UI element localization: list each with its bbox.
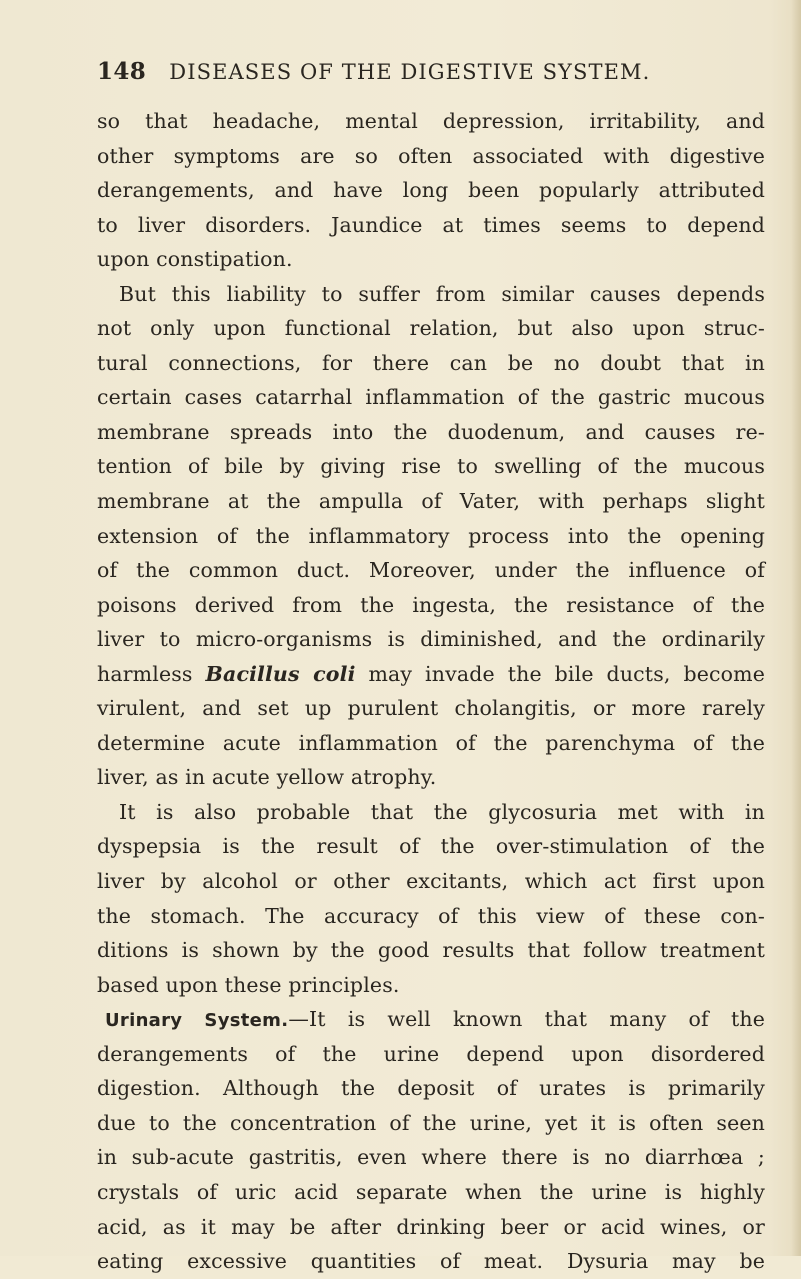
text-line: the stomach. The accuracy of this view of these con- — [97, 903, 765, 928]
text-line: tention of bile by giving rise to swelling of the mucous — [97, 454, 765, 479]
text-line: liver by alcohol or other excitants, which act first upon — [97, 869, 765, 894]
text-line: due to the concentration of the urine, yet it is often seen — [97, 1110, 765, 1135]
text-line: based upon these principles. — [97, 972, 400, 997]
text-line: digestion. Although the deposit of urates is primarily — [97, 1076, 765, 1101]
text-line: crystals of uric acid separate when the urine is highly — [97, 1179, 765, 1204]
text-line: liver to micro-organisms is diminished, and the ordinarily — [97, 627, 765, 652]
running-header — [97, 58, 757, 90]
text-line: certain cases catarrhal inflammation of the gastric mucous — [97, 385, 765, 410]
text-fragment: may invade the bile ducts, become — [355, 661, 766, 686]
text-fragment: —It is well known that many of the — [288, 1007, 765, 1032]
page-edge-shadow — [791, 0, 801, 1256]
text-line: acid, as it may be after drinking beer or acid wines, or — [97, 1214, 765, 1239]
text-line: of the common duct. Moreover, under the influence of — [97, 558, 765, 583]
text-line: membrane at the ampulla of Vater, with perhaps slight — [97, 489, 765, 514]
text-line — [97, 657, 765, 692]
text-line: other symptoms are so often associated with digestive — [97, 143, 765, 168]
section-heading: Urinary System. — [105, 1010, 289, 1032]
text-line: derangements of the urine depend upon disordered — [97, 1041, 765, 1066]
text-line: ditions is shown by the good results that follow treatment — [97, 938, 765, 963]
text-line: It is also probable that the glycosuria met with in — [119, 799, 765, 824]
italic-term: Bacillus coli — [205, 661, 356, 686]
text-line — [97, 1002, 765, 1037]
text-line: poisons derived from the ingesta, the resistance of the — [97, 592, 765, 617]
text-line: derangements, and have long been popularly attributed — [97, 178, 765, 203]
text-line: liver, as in acute yellow atrophy. — [97, 765, 437, 790]
text-line: so that headache, mental depression, irritability, and — [97, 109, 765, 133]
text-line: not only upon functional relation, but also upon struc- — [97, 316, 765, 341]
text-line: virulent, and set up purulent cholangitis, or more rarely — [97, 696, 765, 721]
page-number: 148 — [97, 58, 147, 85]
text-line: upon constipation. — [97, 247, 293, 272]
text-line: in sub-acute gastritis, even where there is no diarrhœa ; — [97, 1145, 765, 1170]
text-fragment: harmless — [97, 661, 206, 686]
text-line: to liver disorders. Jaundice at times seems to depend — [97, 212, 765, 237]
text-line: membrane spreads into the duodenum, and causes re- — [97, 419, 765, 444]
text-line: determine acute inflammation of the parenchyma of the — [97, 730, 765, 755]
text-line: extension of the inflammatory process into the opening — [97, 523, 765, 548]
body-text — [97, 104, 765, 1279]
text-line: dyspepsia is the result of the over-stimulation of the — [97, 834, 765, 859]
running-title: DISEASES OF THE DIGESTIVE SYSTEM. — [169, 60, 651, 84]
text-line: But this liability to suffer from similar causes depends — [119, 281, 765, 306]
text-line: eating excessive quantities of meat. Dysuria may be — [97, 1249, 765, 1274]
text-line: tural connections, for there can be no doubt that in — [97, 350, 765, 375]
